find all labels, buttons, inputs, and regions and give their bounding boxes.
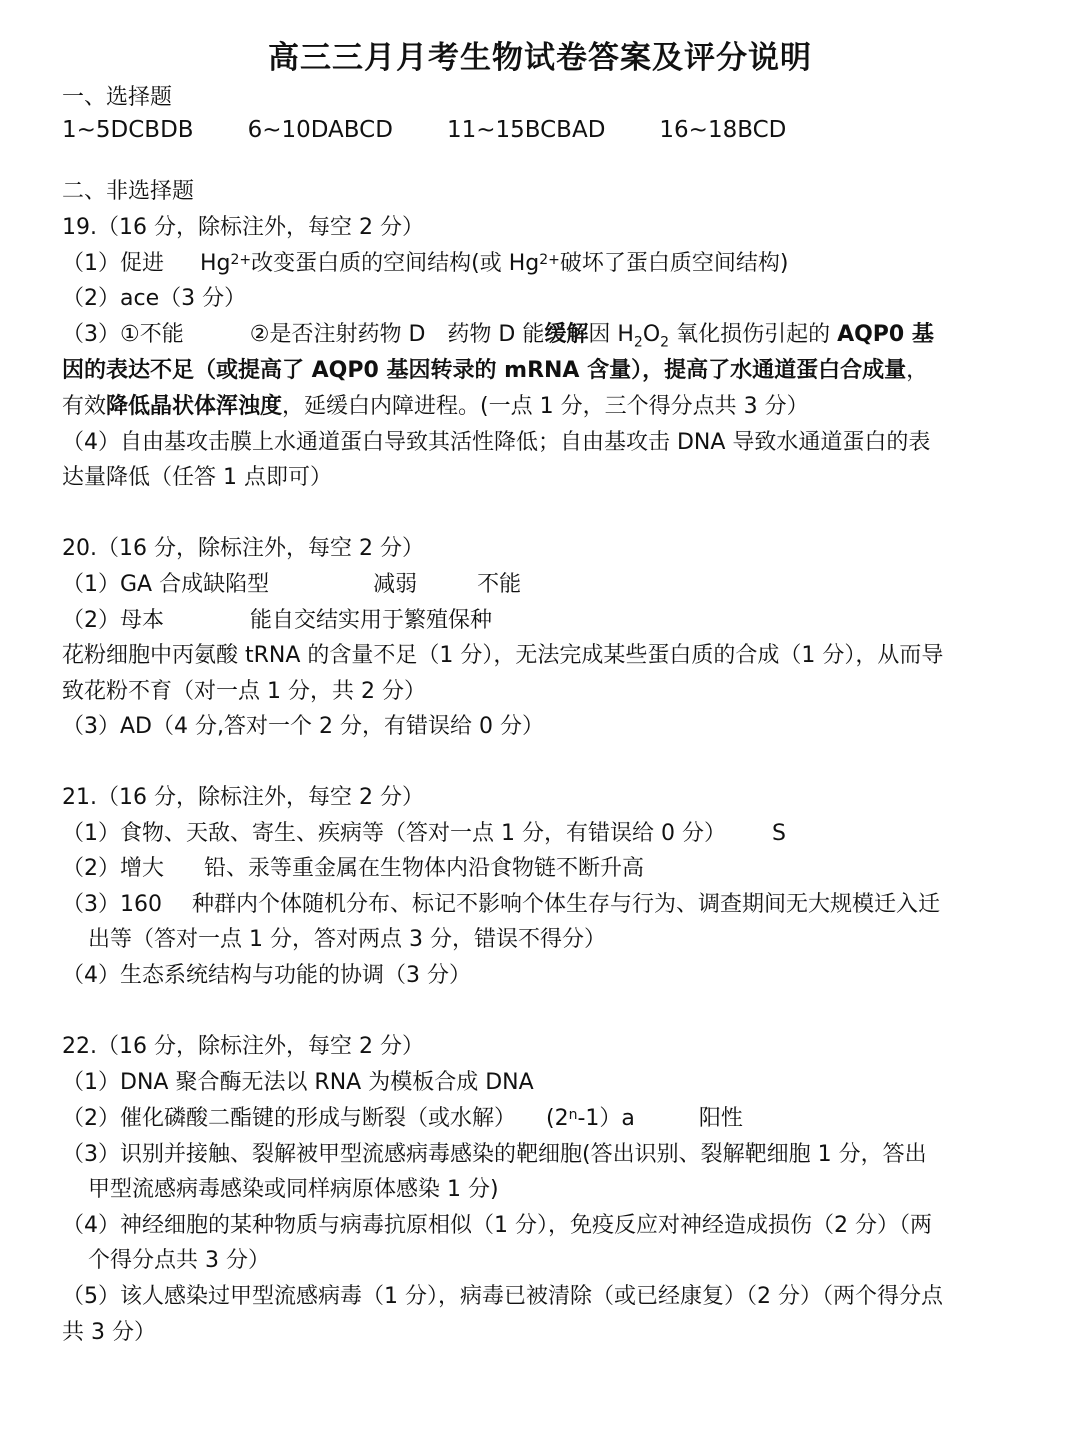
q20-answer-2-line-3: 致花粉不育（对一点 1 分，共 2 分） [62,679,426,704]
q19-a1-hg: Hg [200,251,231,276]
q19-a3-part6: 氧化损伤引起的 [669,322,838,347]
section-heading-choice: 一、选择题 [62,85,173,110]
q21-a1-part2: S [771,821,786,846]
q19-answer-3-line-3 [62,391,1022,423]
q22-answer-4-line-2: 个得分点共 3 分） [88,1248,270,1273]
q19-a3-sub1: 2 [633,334,643,351]
q21-a2-part1: （2）增大 [62,856,164,881]
q22-a2-part3: 阳性 [698,1106,743,1131]
q20-answer-1 [62,569,1022,601]
q19-a3-part2: ②是否注射药物 D [249,322,426,347]
q19-a3-line3-part1: 有效 [62,394,107,419]
q19-answer-3-line-1 [62,319,1022,358]
q21-header: 21.（16 分，除标注外，每空 2 分） [62,785,424,810]
q22-answer-1: （1）DNA 聚合酶无法以 RNA 为模板合成 DNA [62,1070,534,1095]
q21-answer-3 [62,889,1022,921]
q19-header: 19.（16 分，除标注外，每空 2 分） [62,215,424,240]
q19-a3-line3-bold: 降低晶状体浑浊度 [106,394,283,419]
q22-answer-4-line-1: （4）神经细胞的某种物质与病毒抗原相似（1 分），免疫反应对神经造成损伤（2 分）（两 [62,1213,932,1238]
q19-a3-bold1: 缓解 [544,322,589,347]
q20-header: 20.（16 分，除标注外，每空 2 分） [62,536,424,561]
q22-answer-5-line-2: 共 3 分） [62,1320,156,1345]
q19-a3-part5: O [642,322,661,347]
q20-a1-part1: （1）GA 合成缺陷型 [62,572,270,597]
q22-a2-part2b: -1）a [577,1106,635,1131]
choice-answers-row [62,114,1022,146]
q19-a3-part1: （3）①不能 [62,322,184,347]
q20-answer-2 [62,605,1022,637]
q19-a3-line2-end: ， [906,358,929,383]
q19-a3-line3-part2: ，延缓白内障进程。(一点 1 分，三个得分点共 3 分） [282,394,809,419]
q19-a3-sub2: 2 [660,334,670,351]
q21-answer-4: （4）生态系统结构与功能的协调（3 分） [62,963,471,988]
q19-a1-sup2: 2+ [539,252,560,268]
q19-a1-sup: 2+ [230,252,252,268]
choice-answer-group-4: 16~18BCD [659,117,787,143]
q21-answer-2 [62,853,1022,885]
q20-a1-part3: 不能 [477,572,522,597]
q19-answer-2: （2）ace（3 分） [62,286,247,311]
q20-a2-part1: （2）母本 [62,608,164,633]
q22-answer-2 [62,1103,1022,1135]
q19-a1-end: 破坏了蛋白质空间结构) [559,251,789,276]
q19-a3-part3: 药物 D 能 [447,322,545,347]
q20-answer-3: （3）AD（4 分,答对一个 2 分，有错误给 0 分） [62,714,544,739]
q22-a2-part1: （2）催化磷酸二酯键的形成与断裂（或水解） [62,1106,516,1131]
q21-answer-1 [62,818,1022,850]
q19-answer-3-line-2 [62,355,1022,387]
q21-a3-part1: （3）160 [62,892,162,917]
q19-answer-4-line-2: 达量降低（任答 1 点即可） [62,465,332,490]
q19-a1-mid: 改变蛋白质的空间结构(或 Hg [251,251,540,276]
section-heading-nonchoice: 二、非选择题 [62,179,195,204]
q20-a2-part2: 能自交结实用于繁殖保种 [250,608,493,633]
q21-a3-part2: 种群内个体随机分布、标记不影响个体生存与行为、调查期间无大规模迁入迁 [192,892,941,917]
q19-a3-bold2: AQP0 基 [837,322,934,347]
q22-a2-sup: n [568,1107,578,1123]
q19-answer-1 [62,248,1022,280]
page-title: 高三三月月考生物试卷答案及评分说明 [268,40,812,76]
choice-answer-group-1: 1~5DCBDB [62,117,194,143]
choice-answer-group-2: 6~10DABCD [247,117,393,143]
q21-a1-part1: （1）食物、天敌、寄生、疾病等（答对一点 1 分，有错误给 0 分） [62,821,726,846]
q21-answer-3-line-2: 出等（答对一点 1 分，答对两点 3 分，错误不得分） [88,927,606,952]
q19-a1-prefix: （1）促进 [62,251,164,276]
q19-a3-part4: 因 H [588,322,634,347]
q22-answer-3-line-1: （3）识别并接触、裂解被甲型流感病毒感染的靶细胞(答出识别、裂解靶细胞 1 分，答出 [62,1142,927,1167]
q20-answer-2-line-2: 花粉细胞中丙氨酸 tRNA 的含量不足（1 分），无法完成某些蛋白质的合成（1 分），从而导 [62,643,944,668]
choice-answer-group-3: 11~15BCBAD [446,117,606,143]
q19-a3-line2-bold: 因的表达不足（或提高了 AQP0 基因转录的 mRNA 含量），提高了水通道蛋白合成量 [62,358,907,383]
q22-a2-part2a: (2 [546,1106,569,1131]
q22-header: 22.（16 分，除标注外，每空 2 分） [62,1034,424,1059]
q22-answer-3-line-2: 甲型流感病毒感染或同样病原体感染 1 分) [88,1177,499,1202]
q20-a1-part2: 减弱 [373,572,418,597]
q19-answer-4-line-1: （4）自由基攻击膜上水通道蛋白导致其活性降低；自由基攻击 DNA 导致水通道蛋白的表 [62,430,931,455]
q21-a2-part2: 铅、汞等重金属在生物体内沿食物链不断升高 [204,856,645,881]
q22-answer-5-line-1: （5）该人感染过甲型流感病毒（1 分），病毒已被清除（或已经康复）（2 分）（两个得分点 [62,1284,943,1309]
